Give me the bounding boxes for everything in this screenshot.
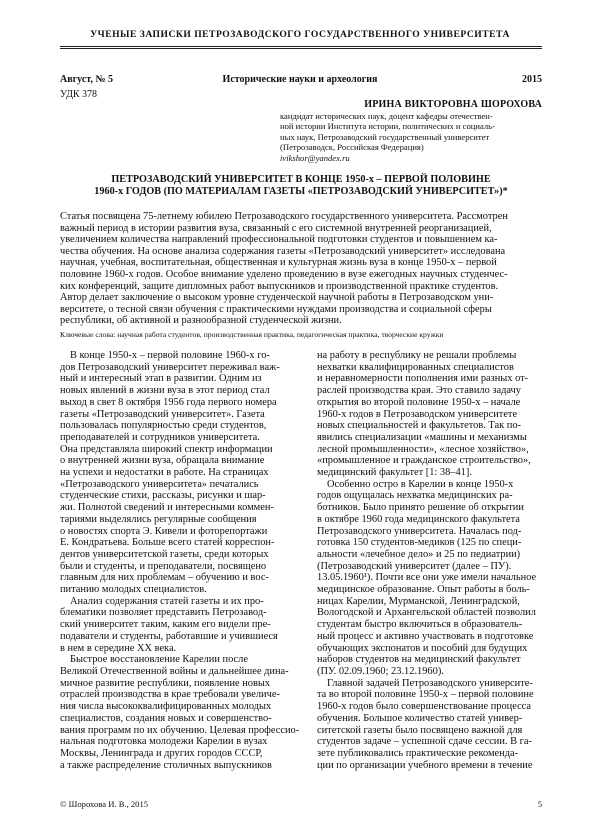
body-line: на работу в республику не решали проблемы: [317, 350, 517, 361]
body-line: дентов университетской газеты, среди которых: [60, 548, 269, 560]
body-line: В конце 1950-х – первой половине 1960-х го-: [70, 350, 270, 361]
body-line: 13.05.1960¹). Почти все они уже имели начальное: [317, 572, 537, 584]
author-block: [280, 99, 542, 163]
body-line: явились специализации «машины и механизмы: [317, 431, 527, 443]
abstract-line: увеличением количества направлений профессиональной подготовки студентов и повышением ка-: [60, 234, 498, 246]
body-line: ский университет таким, каким его видели пре-: [60, 619, 271, 631]
body-line: готовка 150 студентов-медиков (125 по специ-: [317, 537, 522, 549]
body-line: новых специальностей и факультетов. Так по-: [317, 420, 521, 432]
body-line: ный и интересный этап в развитии. Одним из: [60, 373, 262, 385]
body-line: студентам быстро включиться в образователь-: [317, 619, 523, 631]
abstract-line: Статья посвящена 75-летнему юбилею Петрозаводского государственного университета. Рассмотрен: [60, 211, 508, 222]
body-line: раслей производства края. Это ставило задачу: [317, 385, 521, 397]
body-line: в октябре 1960 года медицинского факультета: [317, 513, 520, 525]
body-line: новых явлений в жизни вуза в этот период стал: [60, 385, 270, 397]
abstract-line: важный период в истории развития вуза, связанный с его системной внутренней реорганизацией,: [60, 222, 492, 234]
article-title: [60, 174, 542, 198]
body-line: Петрозаводского университета. Началась под-: [317, 525, 522, 537]
issue-label: Август, № 5: [60, 74, 114, 85]
body-line: студентов задаче – успешной сдаче сессии. В га-: [317, 736, 532, 748]
body-line: нехватки квалифицированных специалистов: [317, 361, 514, 373]
abstract-line: верситете, о тесной связи обучения с практическими нуждами производства и социальной сферы: [60, 303, 492, 315]
body-line: ции по организации учебного времени в течение: [317, 759, 533, 771]
body-line: в нем в середине XX века.: [60, 642, 177, 654]
body-line: Она представляла широкий спектр информации: [60, 443, 273, 455]
udk-code: УДК 378: [60, 89, 98, 100]
body-line: жи. Полнотой сведений и интересными коммен-: [60, 502, 274, 514]
body-line: были и студенты, и преподаватели, посвящено: [60, 560, 267, 572]
journal-title: УЧЕНЫЕ ЗАПИСКИ ПЕТРОЗАВОДСКОГО ГОСУДАРСТВЕННОГО УНИВЕРСИТЕТА: [90, 29, 510, 40]
body-line: медицинский факультет [1: 38–41].: [317, 467, 472, 479]
body-line: а также распределение столичных выпускников: [60, 759, 272, 771]
body-line: 1960-х годов было совершенствование процесса: [317, 701, 532, 713]
abstract-line: чества обучения. На основе анализа содержания газеты «Петрозаводский университет» исследована: [60, 245, 506, 257]
title-line: 1960-х ГОДОВ (ПО МАТЕРИАЛАМ ГАЗЕТЫ «ПЕТРОЗАВОДСКИЙ УНИВЕРСИТЕТ»)*: [94, 186, 508, 197]
body-line: 1960-х годов в Петрозаводском университете: [317, 408, 518, 420]
header-rule: [60, 46, 542, 47]
body-line: обучения. Большое количество статей универ-: [317, 712, 523, 724]
body-line: блематики позволяет представить Петрозавод-: [60, 607, 267, 619]
body-line: Великой Отечественной войны и дальнейшее дина-: [60, 665, 289, 677]
body-line: на успехи и недостатки в работе. На страницах: [60, 467, 269, 479]
title-line: ПЕТРОЗАВОДСКИЙ УНИВЕРСИТЕТ В КОНЦЕ 1950-х – ПЕРВОЙ ПОЛОВИНЕ: [111, 174, 491, 185]
body-line: студенческие стихи, рассказы, рисунки и шар-: [60, 490, 266, 502]
body-line: Быстрое восстановление Карелии после: [70, 654, 248, 666]
body-line: ботников. Было принято решение об открытии: [317, 502, 524, 514]
body-line: выход в свет 8 октября 1956 года первого номера: [60, 396, 277, 408]
body-line: подаватели и студенты, работавшие и учившиеся: [60, 630, 278, 642]
body-line: Главной задачей Петрозаводского университе-: [327, 677, 533, 689]
body-line: Анализ содержания статей газеты и их про-: [70, 595, 264, 607]
abstract-line: научная, учебная, воспитательная, общественная и культурная жизнь вуза в конце 1950-х – первой: [60, 257, 497, 269]
body-line: (ПУ. 02.09.1960; 23.12.1960).: [317, 665, 444, 677]
body-line: альности «лечебное дело» и 25 по педиатрии): [317, 548, 521, 560]
author-info-line: ных наук, Петрозаводский государственный университет: [280, 131, 490, 142]
body-line: вания программ по их обучению. Целевая профессио-: [60, 724, 300, 736]
author-info-line: ной истории Института истории, политических и социаль-: [280, 121, 495, 132]
author-name: ИРИНА ВИКТОРОВНА ШОРОХОВА: [364, 99, 542, 110]
body-line: Особенно остро в Карелии в конце 1950-х: [327, 478, 514, 490]
body-line: о внутренней жизни вуза, обращала внимание: [60, 455, 265, 467]
body-line: открытия во второй половине 1950-х – начале: [317, 396, 521, 408]
body-line: мичное развитие республики, появление новых: [60, 677, 271, 689]
abstract-line: половине 1960-х годов. Особое внимание уделено проведению в вузе ежегодных научных студенчес-: [60, 268, 508, 280]
body-line: медицинское образование. Опыт работы в боль-: [317, 584, 530, 596]
body-line: лесной промышленности», «лесное хозяйство»,: [317, 443, 529, 455]
body-line: (Петрозаводский университет (далее – ПУ).: [317, 560, 512, 572]
page-number: 5: [537, 799, 542, 809]
abstract-line: Автор делает заключение о высоком уровне студенческой научной работы в Петрозаводском уни-: [60, 292, 494, 304]
body-line: Е. Кондратьева. Больше всего статей корреспон-: [60, 537, 275, 549]
body-line: «Петрозаводского университета» печатались: [60, 478, 259, 490]
body-line: ный процесс и активно участвовать в подготовке: [317, 630, 534, 642]
body-line: ситетской газеты было посвящено важной для: [317, 724, 523, 736]
body-line: тариями выделялись регулярные сообщения: [60, 513, 257, 525]
body-line: преподавателей и сотрудников университета.: [60, 431, 260, 443]
body-line: наборов студентов на медицинский факультет: [317, 654, 521, 666]
body-line: Вологодской и Архангельской областей позволил: [317, 607, 536, 619]
body-line: «промышленное и гражданское строительство»,: [317, 455, 531, 467]
year-label: 2015: [522, 74, 542, 85]
header-rule-double: [60, 48, 542, 49]
body-line: и неравномерности пополнения ими разных от-: [317, 373, 529, 385]
abstract: [60, 211, 544, 327]
body-line: Москвы, Ленинграда и других городов СССР,: [60, 747, 263, 759]
author-email[interactable]: ivikshor@yandex.ru: [280, 152, 350, 163]
body-line: отраслей производства в крае требовали увеличе-: [60, 689, 280, 701]
author-affiliation: [280, 111, 542, 163]
copyright: © Шорохова И. В., 2015: [60, 799, 149, 809]
body-line: газеты «Петрозаводский университет». Газета: [60, 408, 265, 420]
body-column-right: [317, 350, 555, 771]
body-line: ницах Карелии, Мурманской, Ленинградской,: [317, 595, 520, 607]
body-line: нальная подготовка молодежи Карелии в вузах: [60, 736, 268, 748]
body-column-left: [60, 350, 298, 771]
body-line: зете публиковались практические рекоменда-: [317, 747, 519, 759]
body-line: специалистов, создания новых и совершенство-: [60, 712, 272, 724]
keywords: Ключевые слова: научная работа студентов, производственная практика, педагогическая практика, творческие кружки: [60, 330, 444, 339]
abstract-line: республики, об активной и разнообразной студенческой жизни.: [60, 315, 342, 327]
author-info-line: кандидат исторических наук, доцент кафедры отечествен-: [280, 111, 493, 121]
section-label: Исторические науки и археология: [222, 74, 378, 85]
abstract-line: ких конференций, защите дипломных работ выпускников и производственной практике студентов.: [60, 280, 499, 292]
body-line: пользовалась популярностью среди студентов,: [60, 420, 267, 432]
author-info-line: (Петрозаводск, Российская Федерация): [280, 142, 424, 153]
body-line: та во второй половине 1950-х – первой половине: [317, 689, 534, 701]
body-line: питанию молодых специалистов.: [60, 584, 207, 596]
body-line: обучающих экспонатов и пособий для будущих: [317, 642, 528, 654]
body-line: дов Петрозаводский университет переживал важ-: [60, 361, 280, 373]
body-line: о новостях спорта Э. Кивели и фоторепортажи: [60, 525, 268, 537]
body-line: годов ощущалась нехватка медицинских ра-: [317, 490, 513, 502]
body-line: ния числа высококвалифицированных молодых: [60, 701, 272, 713]
body-line: главным для них проблемам – обучению и вос-: [60, 572, 269, 584]
